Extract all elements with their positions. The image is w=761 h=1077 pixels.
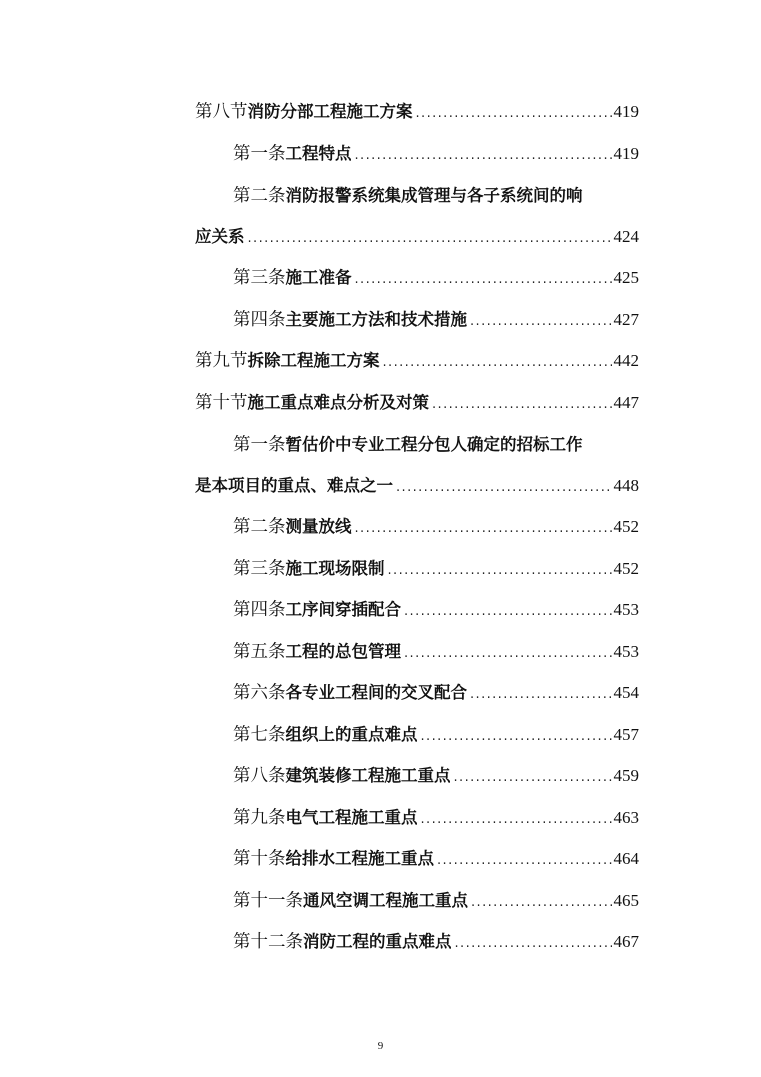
toc-entry-title: 工程特点 bbox=[285, 144, 352, 163]
toc-entry-title: 暂估价中专业工程分包人确定的招标工作 bbox=[285, 435, 583, 454]
toc-entry-section-9[interactable] bbox=[195, 343, 639, 373]
dot-leader bbox=[388, 561, 612, 581]
toc-entry-title: 施工重点难点分析及对策 bbox=[247, 393, 429, 412]
toc-entry-article-wrapped[interactable] bbox=[233, 178, 583, 208]
dot-leader bbox=[454, 768, 612, 788]
toc-entry-title: 主要施工方法和技术措施 bbox=[285, 310, 467, 329]
page-number: 9 bbox=[377, 1040, 384, 1052]
dot-leader bbox=[404, 644, 612, 664]
toc-entry-title: 施工准备 bbox=[285, 268, 352, 287]
toc-entry-title: 建筑装修工程施工重点 bbox=[285, 766, 451, 785]
toc-entry-page: 447 bbox=[613, 393, 639, 412]
toc-entry-prefix: 第一条 bbox=[233, 435, 286, 455]
toc-entry-page: 453 bbox=[613, 642, 639, 661]
toc-entry-title: 工程的总包管理 bbox=[285, 642, 401, 661]
toc-entry-article-wrapped[interactable] bbox=[233, 427, 583, 457]
toc-entry-page: 459 bbox=[613, 766, 639, 785]
toc-entry-page: 425 bbox=[613, 268, 639, 287]
toc-entry-prefix: 第十条 bbox=[233, 849, 286, 869]
toc-entry-article[interactable] bbox=[233, 551, 639, 581]
toc-entry-title: 是本项目的重点、难点之一 bbox=[195, 476, 393, 495]
toc-entry-title: 施工现场限制 bbox=[285, 559, 385, 578]
toc-entry-page: 453 bbox=[613, 600, 639, 619]
toc-entry-continuation[interactable] bbox=[195, 468, 639, 498]
dot-leader bbox=[404, 602, 612, 622]
toc-entry-prefix: 第六条 bbox=[233, 683, 286, 703]
toc-entry-article[interactable] bbox=[233, 717, 639, 747]
toc-entry-page: 464 bbox=[613, 849, 639, 868]
dot-leader bbox=[455, 934, 612, 954]
toc-entry-page: 452 bbox=[613, 559, 639, 578]
dot-leader bbox=[470, 312, 612, 332]
toc-entry-prefix: 第四条 bbox=[233, 310, 286, 330]
toc-entry-prefix: 第九节 bbox=[195, 351, 248, 371]
toc-entry-page: 419 bbox=[613, 102, 639, 121]
toc-entry-title: 给排水工程施工重点 bbox=[285, 849, 434, 868]
toc-entry-continuation[interactable] bbox=[195, 219, 639, 249]
toc-entry-page: 442 bbox=[613, 351, 639, 370]
toc-entry-article[interactable] bbox=[233, 883, 639, 913]
toc-entry-title: 拆除工程施工方案 bbox=[247, 351, 380, 370]
toc-entry-page: 463 bbox=[613, 808, 639, 827]
toc-entry-article[interactable] bbox=[233, 592, 639, 622]
dot-leader bbox=[355, 519, 612, 539]
toc-entry-prefix: 第八条 bbox=[233, 766, 286, 786]
toc-entry-title: 通风空调工程施工重点 bbox=[303, 891, 468, 910]
dot-leader bbox=[248, 229, 612, 249]
toc-entry-article[interactable] bbox=[233, 136, 639, 166]
toc-entry-prefix: 第三条 bbox=[233, 559, 286, 579]
toc-entry-title: 消防报警系统集成管理与各子系统间的响 bbox=[285, 186, 583, 205]
toc-entry-title: 应关系 bbox=[195, 227, 245, 246]
dot-leader bbox=[396, 478, 612, 498]
toc-entry-page: 427 bbox=[613, 310, 639, 329]
toc-entry-title: 组织上的重点难点 bbox=[285, 725, 418, 744]
toc-entry-article[interactable] bbox=[233, 634, 639, 664]
dot-leader bbox=[355, 146, 612, 166]
toc-entry-title: 电气工程施工重点 bbox=[285, 808, 418, 827]
toc-entry-prefix: 第九条 bbox=[233, 808, 286, 828]
toc-entry-title: 消防工程的重点难点 bbox=[303, 932, 452, 951]
toc-entry-article[interactable] bbox=[233, 260, 639, 290]
toc-entry-page: 454 bbox=[613, 683, 639, 702]
toc-entry-page: 419 bbox=[613, 144, 639, 163]
dot-leader bbox=[470, 685, 612, 705]
toc-entry-title: 工序间穿插配合 bbox=[285, 600, 401, 619]
toc-entry-article[interactable] bbox=[233, 675, 639, 705]
toc-entry-prefix: 第十二条 bbox=[233, 932, 303, 952]
toc-entry-section-10[interactable] bbox=[195, 385, 639, 415]
toc-entry-prefix: 第一条 bbox=[233, 144, 286, 164]
toc-entry-page: 452 bbox=[613, 517, 639, 536]
toc-entry-prefix: 第八节 bbox=[195, 102, 248, 122]
dot-leader bbox=[432, 395, 612, 415]
toc-entry-prefix: 第五条 bbox=[233, 642, 286, 662]
toc-entry-page: 424 bbox=[613, 227, 639, 246]
toc-entry-prefix: 第十节 bbox=[195, 393, 248, 413]
toc-entry-prefix: 第七条 bbox=[233, 725, 286, 745]
dot-leader bbox=[383, 353, 612, 373]
dot-leader bbox=[437, 851, 612, 871]
toc-entry-prefix: 第二条 bbox=[233, 517, 286, 537]
dot-leader bbox=[421, 810, 612, 830]
toc-entry-article[interactable] bbox=[233, 302, 639, 332]
dot-leader bbox=[355, 270, 612, 290]
toc-entry-article[interactable] bbox=[233, 509, 639, 539]
toc-entry-page: 465 bbox=[613, 891, 639, 910]
toc-entry-page: 448 bbox=[613, 476, 639, 495]
dot-leader bbox=[421, 727, 612, 747]
toc-entry-article[interactable] bbox=[233, 841, 639, 871]
dot-leader bbox=[471, 893, 612, 913]
toc-entry-page: 467 bbox=[613, 932, 639, 951]
toc-entry-article[interactable] bbox=[233, 800, 639, 830]
toc-entry-title: 消防分部工程施工方案 bbox=[247, 102, 413, 121]
toc-entry-title: 各专业工程间的交叉配合 bbox=[285, 683, 467, 702]
toc-entry-prefix: 第二条 bbox=[233, 186, 286, 206]
toc-entry-prefix: 第四条 bbox=[233, 600, 286, 620]
toc-entry-article[interactable] bbox=[233, 924, 639, 954]
toc-entry-article[interactable] bbox=[233, 758, 639, 788]
toc-entry-prefix: 第十一条 bbox=[233, 891, 303, 911]
toc-entry-page: 457 bbox=[613, 725, 639, 744]
toc-entry-prefix: 第三条 bbox=[233, 268, 286, 288]
toc-entry-section-8[interactable] bbox=[195, 94, 639, 124]
toc-entry-title: 测量放线 bbox=[285, 517, 352, 536]
dot-leader bbox=[416, 104, 612, 124]
